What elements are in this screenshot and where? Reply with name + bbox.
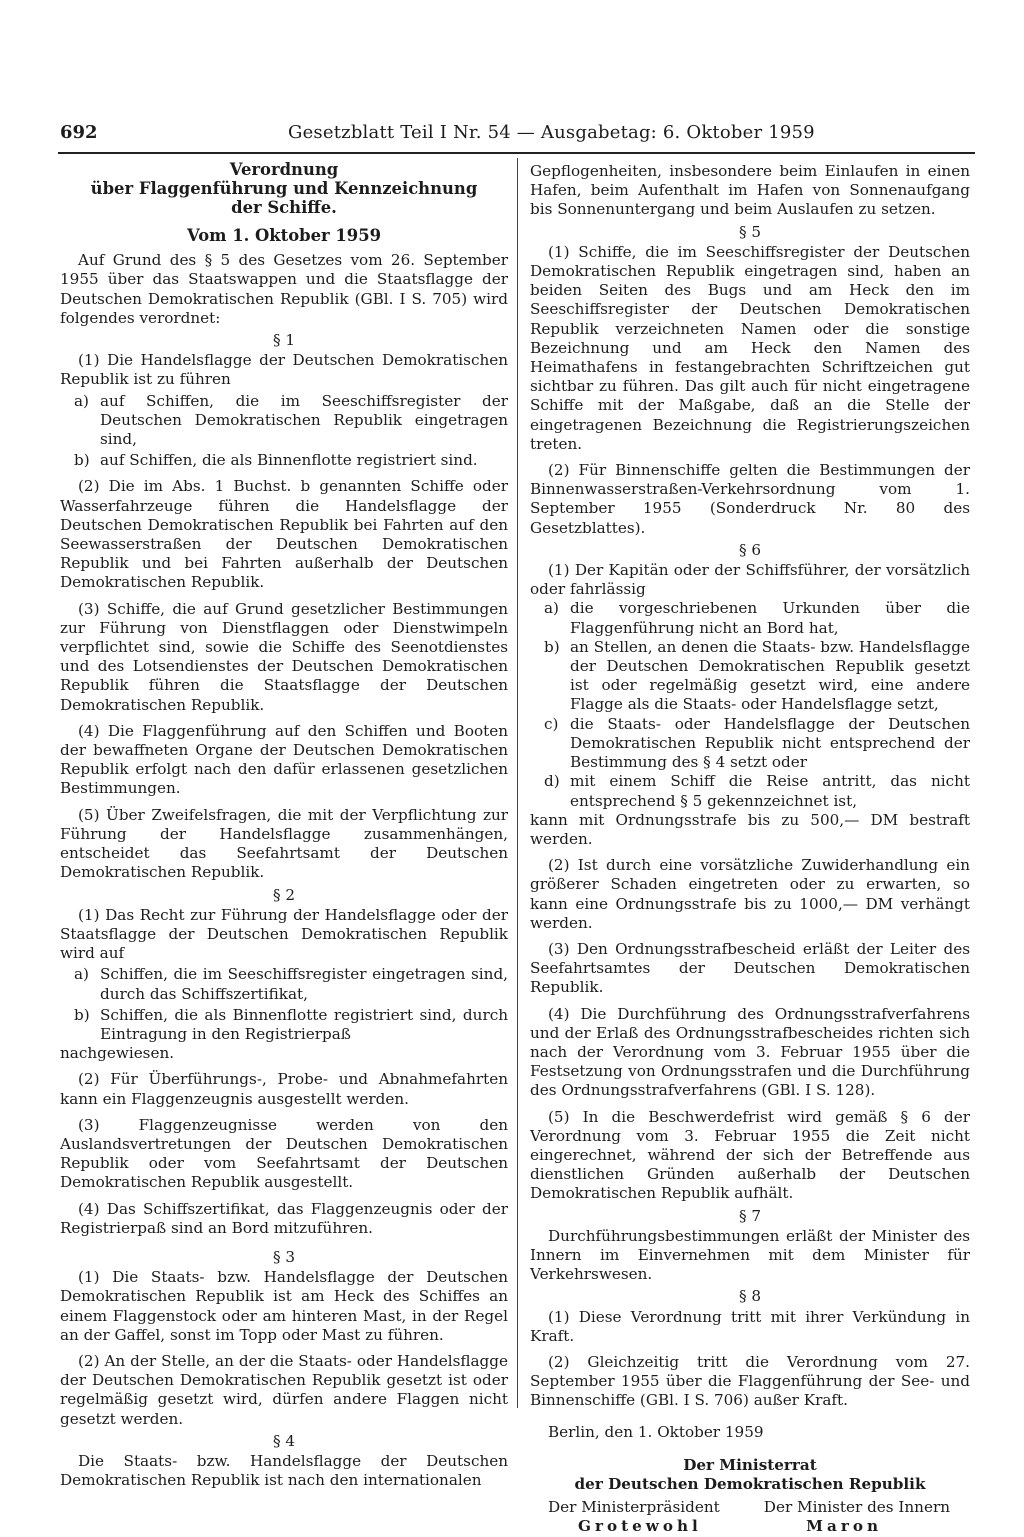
paragraph: (3) Schiffe, die auf Grund gesetzlicher Bestimmungen zur Führung von Dienstflaggen oder Dienstwimpeln verpflichtet sind, sowie die Schiffe des Seenotdienstes und des Lotsendienstes der Deutschen Demokratischen Republik führen die Staatsflagge der Deutschen Demokratischen Republik.	[60, 599, 508, 714]
paragraph: (1) Das Recht zur Führung der Handelsflagge oder der Staatsflagge der Deutschen Demokratischen Republik wird auf	[60, 905, 508, 963]
column-divider	[517, 158, 518, 1408]
list-item	[60, 451, 508, 470]
signature-title-right: Der Minister des Innern	[763, 1498, 950, 1517]
left-column	[60, 160, 508, 1490]
preamble: Auf Grund des § 5 des Gesetzes vom 26. September 1955 über das Staatswappen und die Staatsflagge der Deutschen Demokratischen Republik (GBl. I S. 705) wird folgendes verordnet:	[60, 251, 508, 327]
paragraph: nachgewiesen.	[60, 1044, 175, 1063]
list-text: an Stellen, an denen die Staats- bzw. Handelsflagge der Deutschen Demokratischen Republik gesetzt ist oder regelmäßig gesetzt wird, eine andere Flagge als die Staats- oder Handelsflagge setzt,	[570, 637, 970, 714]
right-column	[530, 162, 970, 1537]
paragraph: (1) Die Handelsflagge der Deutschen Demokratischen Republik ist zu führen	[60, 351, 508, 389]
document-date: Vom 1. Oktober 1959	[187, 226, 381, 245]
paragraph: (3) Flaggenzeugnisse werden von den Auslandsvertretungen der Deutschen Demokratischen Republik oder vom Seefahrtsamt der Deutschen Demokratischen Republik ausgestellt.	[60, 1115, 508, 1192]
paragraph: (2) Ist durch eine vorsätzliche Zuwiderhandlung ein größerer Schaden eingetreten oder zu erwarten, so kann eine Ordnungsstrafe bis zu 1000,— DM verhängt werden.	[530, 856, 970, 932]
paragraph: (5) In die Beschwerdefrist wird gemäß § 6 der Verordnung vom 3. Februar 1955 die Zeit nicht eingerechnet, während der sich der Betreffende aus dienstlichen Gründen außerhalb der Deutschen Demokratischen Republik aufhält.	[530, 1107, 970, 1203]
list-text: mit einem Schiff die Reise antritt, das nicht entsprechend § 5 gekennzeichnet ist,	[570, 772, 970, 810]
document-title-line-2: über Flaggenführung und Kennzeichnung	[90, 179, 478, 198]
list-item	[530, 638, 970, 715]
list-item	[60, 965, 508, 1003]
page-header	[58, 118, 975, 154]
list-text: Schiffen, die als Binnenflotte registriert sind, durch Eintragung in den Registrierpaß	[100, 1005, 508, 1043]
list-item	[60, 1006, 508, 1044]
document-title-line-1: Verordnung	[229, 160, 339, 179]
paragraph: (1) Schiffe, die im Seeschiffsregister der Deutschen Demokratischen Republik eingetragen sind, haben an beiden Seiten des Bugs und am Heck den im Seeschiffsregister der Deutschen Demokratischen Republik verzeichneten Namen oder die sonstige Bezeichnung und am Heck den Namen des Heimathafens in festangebrachten Schriftzeichen gut sichtbar zu führen. Das gilt auch für nicht eingetragene Schiffe mit der Maßgabe, daß an die Stelle der eingetragenen Bezeichnung die Registrierungszeichen treten.	[530, 242, 970, 453]
list-text: auf Schiffen, die als Binnenflotte registriert sind.	[100, 451, 478, 470]
paragraph: Die Staats- bzw. Handelsflagge der Deutschen Demokratischen Republik ist nach den internationalen	[60, 1451, 508, 1490]
signature-name-right: Maron	[806, 1517, 882, 1536]
paragraph: (3) Den Ordnungsstrafbescheid erläßt der Leiter des Seefahrtsamtes der Deutschen Demokratischen Republik.	[530, 939, 970, 997]
list-item	[530, 772, 970, 810]
list-text: auf Schiffen, die im Seeschiffsregister der Deutschen Demokratischen Republik eingetragen sind,	[100, 391, 508, 449]
paragraph: (2) Für Überführungs-, Probe- und Abnahmefahrten kann ein Flaggenzeugnis ausgestellt werden.	[60, 1070, 508, 1108]
list-text: Schiffen, die im Seeschiffsregister eingetragen sind, durch das Schiffszertifikat,	[100, 965, 508, 1003]
list-label: d)	[544, 772, 560, 791]
list-label: c)	[544, 714, 559, 733]
paragraph: (4) Die Durchführung des Ordnungsstrafverfahrens und der Erlaß des Ordnungsstrafbescheides richten sich nach der Verordnung vom 3. Februar 1955 über die Festsetzung von Ordnungsstrafen und die Durchführung des Ordnungsstrafverfahrens (GBl. I S. 128).	[530, 1004, 970, 1100]
paragraph: (1) Der Kapitän oder der Schiffsführer, der vorsätzlich oder fahrlässig	[530, 561, 970, 599]
list-text: die vorgeschriebenen Urkunden über die Flaggenführung nicht an Bord hat,	[570, 599, 970, 637]
list-label: a)	[544, 599, 559, 618]
paragraph: (4) Die Flaggenführung auf den Schiffen und Booten der bewaffneten Organe der Deutschen Demokratischen Republik erfolgt nach den dafür erlassenen gesetzlichen Bestimmungen.	[60, 721, 508, 798]
list-item	[60, 392, 508, 450]
list-item	[530, 715, 970, 773]
signature-names	[530, 1517, 970, 1536]
paragraph: (2) Für Binnenschiffe gelten die Bestimmungen der Binnenwasserstraßen-Verkehrsordnung vom 1. September 1955 (Sonderdruck Nr. 80 des Gesetzblattes).	[530, 461, 970, 537]
section-heading-5: § 5	[738, 222, 762, 241]
section-heading-6: § 6	[738, 540, 762, 559]
section-heading-2: § 2	[272, 885, 296, 904]
running-title: Gesetzblatt Teil I Nr. 54 — Ausgabetag: 6. Oktober 1959	[288, 122, 815, 143]
list-label: a)	[74, 391, 89, 410]
section-heading-7: § 7	[738, 1206, 762, 1225]
list-text: die Staats- oder Handelsflagge der Deutschen Demokratischen Republik nicht entsprechend der Bestimmung des § 4 setzt oder	[570, 714, 970, 772]
paragraph: Gepflogenheiten, insbesondere beim Einlaufen in einen Hafen, beim Aufenthalt im Hafen von Sonnenaufgang bis Sonnenuntergang und beim Auslaufen zu setzen.	[530, 162, 970, 219]
paragraph: (4) Das Schiffszertifikat, das Flaggenzeugnis oder der Registrierpaß sind an Bord mitzuführen.	[60, 1199, 508, 1237]
list-label: b)	[74, 1005, 90, 1024]
document-title-line-3: der Schiffe.	[231, 198, 337, 217]
paragraph: (1) Diese Verordnung tritt mit ihrer Verkündung in Kraft.	[530, 1307, 970, 1345]
section-heading-8: § 8	[738, 1287, 762, 1306]
signature-titles	[530, 1498, 970, 1517]
list-label: b)	[74, 451, 90, 470]
paragraph: (2) Gleichzeitig tritt die Verordnung vom 27. September 1955 über die Flaggenführung der See- und Binnenschiffe (GBl. I S. 706) außer Kraft.	[530, 1352, 970, 1410]
list-item	[530, 599, 970, 637]
paragraph: (1) Die Staats- bzw. Handelsflagge der Deutschen Demokratischen Republik ist am Heck des Schiffes an einem Flaggenstock oder am hinteren Mast, in der Regel an der Gaffel, sonst im Topp oder Mast zu führen.	[60, 1268, 508, 1344]
paragraph: kann mit Ordnungsstrafe bis zu 500,— DM bestraft werden.	[530, 810, 970, 848]
signature-title-left: Der Ministerpräsident	[548, 1498, 720, 1517]
paragraph: Durchführungsbestimmungen erläßt der Minister des Innern im Einvernehmen mit dem Minister für Verkehrswesen.	[530, 1226, 970, 1284]
list-label: b)	[544, 637, 560, 656]
paragraph: (2) An der Stelle, an der die Staats- oder Handelsflagge der Deutschen Demokratischen Republik gesetzt ist oder regelmäßig gesetzt wird, dürfen andere Flaggen nicht gesetzt werden.	[60, 1351, 508, 1428]
paragraph: (2) Die im Abs. 1 Buchst. b genannten Schiffe oder Wasserfahrzeuge führen die Handelsflagge der Deutschen Demokratischen Republik bei Fahrten auf den Seewasserstraßen der Deutschen Demokratischen Republik und bei Fahrten außerhalb der Deutschen Demokratischen Republik.	[60, 477, 508, 592]
place-date: Berlin, den 1. Oktober 1959	[548, 1422, 764, 1441]
page-number: 692	[60, 122, 98, 143]
section-heading-4: § 4	[272, 1431, 296, 1450]
paragraph: (5) Über Zweifelsfragen, die mit der Verpflichtung zur Führung der Handelsflagge zusammenhängen, entscheidet das Seefahrtsamt der Deutschen Demokratischen Republik.	[60, 805, 508, 882]
section-heading-3: § 3	[272, 1247, 296, 1266]
section-heading-1: § 1	[272, 331, 296, 350]
council-line-2: der Deutschen Demokratischen Republik	[574, 1475, 926, 1493]
council-line-1: Der Ministerrat	[683, 1455, 817, 1474]
signature-name-left: Grotewohl	[578, 1517, 702, 1536]
list-label: a)	[74, 965, 89, 984]
